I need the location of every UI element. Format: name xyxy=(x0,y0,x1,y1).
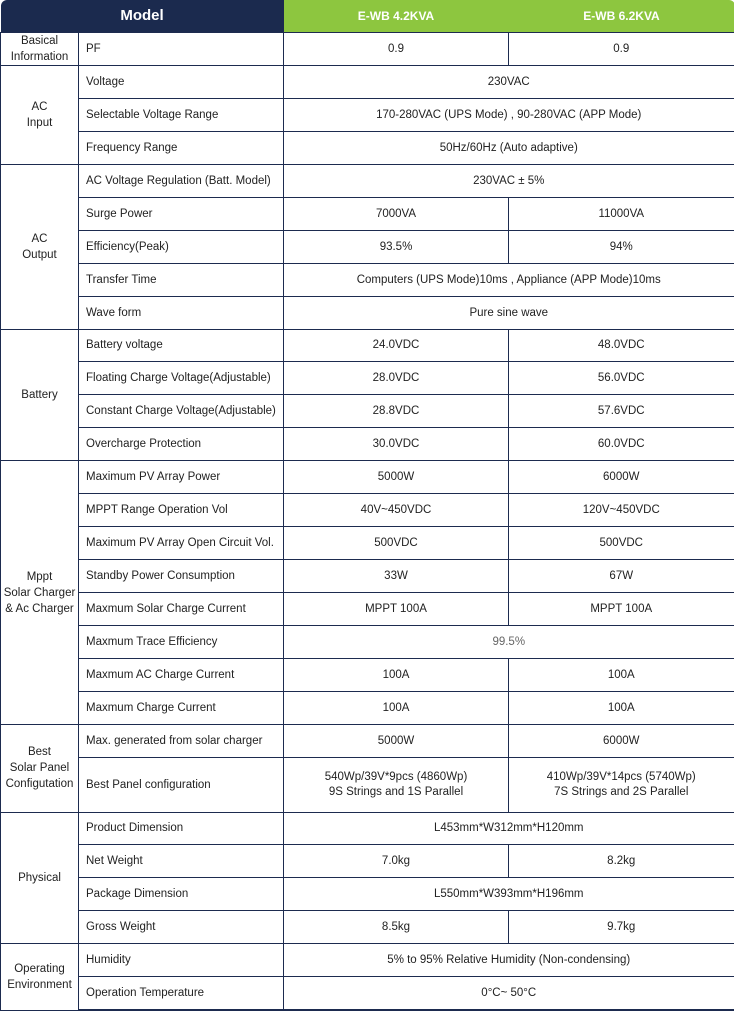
merged-value: 170-280VAC (UPS Mode) , 90-280VAC (APP Mode) xyxy=(284,98,734,131)
spec-row xyxy=(1,845,734,878)
value-model-a: 7000VA xyxy=(284,197,509,230)
section-label-battery xyxy=(1,329,79,461)
model-header: Model xyxy=(1,0,284,32)
spec-row xyxy=(1,692,734,725)
value-model-a: MPPT 100A xyxy=(284,593,509,626)
section-label-best-panel xyxy=(1,725,79,812)
value-model-b: 11000VA xyxy=(509,197,734,230)
section-label-line: Battery xyxy=(21,388,58,401)
param-name: Product Dimension xyxy=(79,812,284,845)
spec-row xyxy=(1,230,734,263)
spec-row xyxy=(1,395,734,428)
section-label-basic xyxy=(1,32,79,65)
value-model-a: 100A xyxy=(284,692,509,725)
spec-row xyxy=(1,527,734,560)
section-label-line: Environment xyxy=(7,978,72,991)
value-model-a: 28.0VDC xyxy=(284,362,509,395)
header-row xyxy=(1,0,734,32)
section-label-physical xyxy=(1,812,79,944)
spec-row xyxy=(1,593,734,626)
spec-row xyxy=(1,197,734,230)
merged-value: 5% to 95% Relative Humidity (Non-condensing) xyxy=(284,944,734,977)
param-name: Maxmum Charge Current xyxy=(79,692,284,725)
value-model-b: 500VDC xyxy=(509,527,734,560)
param-name: Constant Charge Voltage(Adjustable) xyxy=(79,395,284,428)
param-name: Floating Charge Voltage(Adjustable) xyxy=(79,362,284,395)
spec-row xyxy=(1,725,734,758)
param-name: AC Voltage Regulation (Batt. Model) xyxy=(79,164,284,197)
spec-row xyxy=(1,626,734,659)
spec-row xyxy=(1,32,734,65)
merged-value: 0°C~ 50°C xyxy=(284,977,734,1010)
value-model-a: 8.5kg xyxy=(284,911,509,944)
merged-value: 99.5% xyxy=(284,626,734,659)
param-name: Overcharge Protection xyxy=(79,428,284,461)
model-a-header: E-WB 4.2KVA xyxy=(284,0,509,32)
value-model-b: 6000W xyxy=(509,461,734,494)
value-model-b: 56.0VDC xyxy=(509,362,734,395)
param-name: Gross Weight xyxy=(79,911,284,944)
param-name: Operation Temperature xyxy=(79,977,284,1010)
section-label-line: Mppt xyxy=(26,570,53,583)
section-label-mppt xyxy=(1,461,79,725)
value-model-b: 120V~450VDC xyxy=(509,494,734,527)
section-label-line: Best xyxy=(27,746,51,759)
value-model-a: 28.8VDC xyxy=(284,395,509,428)
value-model-a xyxy=(284,758,509,812)
spec-row xyxy=(1,329,734,362)
spec-row xyxy=(1,164,734,197)
section-label-line: Solar Panel xyxy=(9,762,70,775)
spec-row xyxy=(1,911,734,944)
value-model-a: 100A xyxy=(284,659,509,692)
param-name: Voltage xyxy=(79,65,284,98)
spec-row xyxy=(1,812,734,845)
section-label-line: AC xyxy=(31,232,48,245)
spec-row xyxy=(1,977,734,1010)
param-name: Net Weight xyxy=(79,845,284,878)
value-model-b: 57.6VDC xyxy=(509,395,734,428)
value-model-a: 30.0VDC xyxy=(284,428,509,461)
param-name: Maxmum Trace Efficiency xyxy=(79,626,284,659)
section-label-line: & Ac Charger xyxy=(5,602,74,615)
section-label-operating xyxy=(1,944,79,1010)
section-label-line: Operating xyxy=(14,962,65,975)
spec-row xyxy=(1,296,734,329)
param-name: Package Dimension xyxy=(79,878,284,911)
section-label-line: Solar Charger xyxy=(3,586,76,599)
value-model-a-line: 540Wp/39V*9pcs (4860Wp) xyxy=(324,770,468,783)
value-model-a: 7.0kg xyxy=(284,845,509,878)
value-model-b: 8.2kg xyxy=(509,845,734,878)
spec-row xyxy=(1,428,734,461)
spec-row xyxy=(1,944,734,977)
value-model-b: 67W xyxy=(509,560,734,593)
value-model-b: 9.7kg xyxy=(509,911,734,944)
spec-row xyxy=(1,758,734,812)
section-label-ac-output xyxy=(1,164,79,329)
section-label-line: Information xyxy=(10,50,69,63)
value-model-a: 5000W xyxy=(284,461,509,494)
merged-value: 230VAC xyxy=(284,65,734,98)
value-model-a: 5000W xyxy=(284,725,509,758)
value-model-a: 24.0VDC xyxy=(284,329,509,362)
param-name: Frequency Range xyxy=(79,131,284,164)
merged-value: 50Hz/60Hz (Auto adaptive) xyxy=(284,131,734,164)
value-model-b: 100A xyxy=(509,692,734,725)
value-model-b xyxy=(509,758,734,812)
spec-row xyxy=(1,65,734,98)
value-model-b: 60.0VDC xyxy=(509,428,734,461)
spec-row xyxy=(1,659,734,692)
spec-row xyxy=(1,878,734,911)
param-name: MPPT Range Operation Vol xyxy=(79,494,284,527)
param-name: Humidity xyxy=(79,944,284,977)
param-name: Maxmum AC Charge Current xyxy=(79,659,284,692)
spec-body xyxy=(1,32,734,1010)
section-label-ac-input xyxy=(1,65,79,164)
section-label-line: Input xyxy=(26,116,53,129)
merged-value: Computers (UPS Mode)10ms , Appliance (APP Mode)10ms xyxy=(284,263,734,296)
section-label-line: Output xyxy=(22,248,57,261)
merged-value: 230VAC ± 5% xyxy=(284,164,734,197)
spec-row xyxy=(1,461,734,494)
value-model-b: MPPT 100A xyxy=(509,593,734,626)
value-model-b: 0.9 xyxy=(509,32,734,65)
value-model-a-line: 9S Strings and 1S Parallel xyxy=(328,785,464,798)
spec-row xyxy=(1,362,734,395)
value-model-b: 6000W xyxy=(509,725,734,758)
param-name: Transfer Time xyxy=(79,263,284,296)
section-label-line: Basical xyxy=(20,34,59,47)
param-name: Max. generated from solar charger xyxy=(79,725,284,758)
value-model-b-line: 7S Strings and 2S Parallel xyxy=(554,785,689,798)
param-name: Best Panel configuration xyxy=(79,758,284,812)
spec-row xyxy=(1,131,734,164)
param-name: Efficiency(Peak) xyxy=(79,230,284,263)
value-model-b: 100A xyxy=(509,659,734,692)
param-name: Standby Power Consumption xyxy=(79,560,284,593)
param-name: Wave form xyxy=(79,296,284,329)
value-model-b: 94% xyxy=(509,230,734,263)
value-model-a: 40V~450VDC xyxy=(284,494,509,527)
section-label-line: AC xyxy=(31,100,48,113)
merged-value: Pure sine wave xyxy=(284,296,734,329)
merged-value: L550mm*W393mm*H196mm xyxy=(284,878,734,911)
spec-row xyxy=(1,263,734,296)
spec-row xyxy=(1,98,734,131)
value-model-a: 93.5% xyxy=(284,230,509,263)
section-label-line: Configutation xyxy=(5,778,74,791)
value-model-b-line: 410Wp/39V*14pcs (5740Wp) xyxy=(546,770,696,783)
param-name: Maximum PV Array Power xyxy=(79,461,284,494)
param-name: Maxmum Solar Charge Current xyxy=(79,593,284,626)
spec-row xyxy=(1,494,734,527)
value-model-a: 33W xyxy=(284,560,509,593)
value-model-b: 48.0VDC xyxy=(509,329,734,362)
model-b-header: E-WB 6.2KVA xyxy=(509,0,734,32)
spec-row xyxy=(1,560,734,593)
param-name: Maximum PV Array Open Circuit Vol. xyxy=(79,527,284,560)
param-name: PF xyxy=(79,32,284,65)
param-name: Selectable Voltage Range xyxy=(79,98,284,131)
value-model-a: 0.9 xyxy=(284,32,509,65)
param-name: Surge Power xyxy=(79,197,284,230)
value-model-a: 500VDC xyxy=(284,527,509,560)
param-name: Battery voltage xyxy=(79,329,284,362)
merged-value: L453mm*W312mm*H120mm xyxy=(284,812,734,845)
section-label-line: Physical xyxy=(18,871,61,884)
